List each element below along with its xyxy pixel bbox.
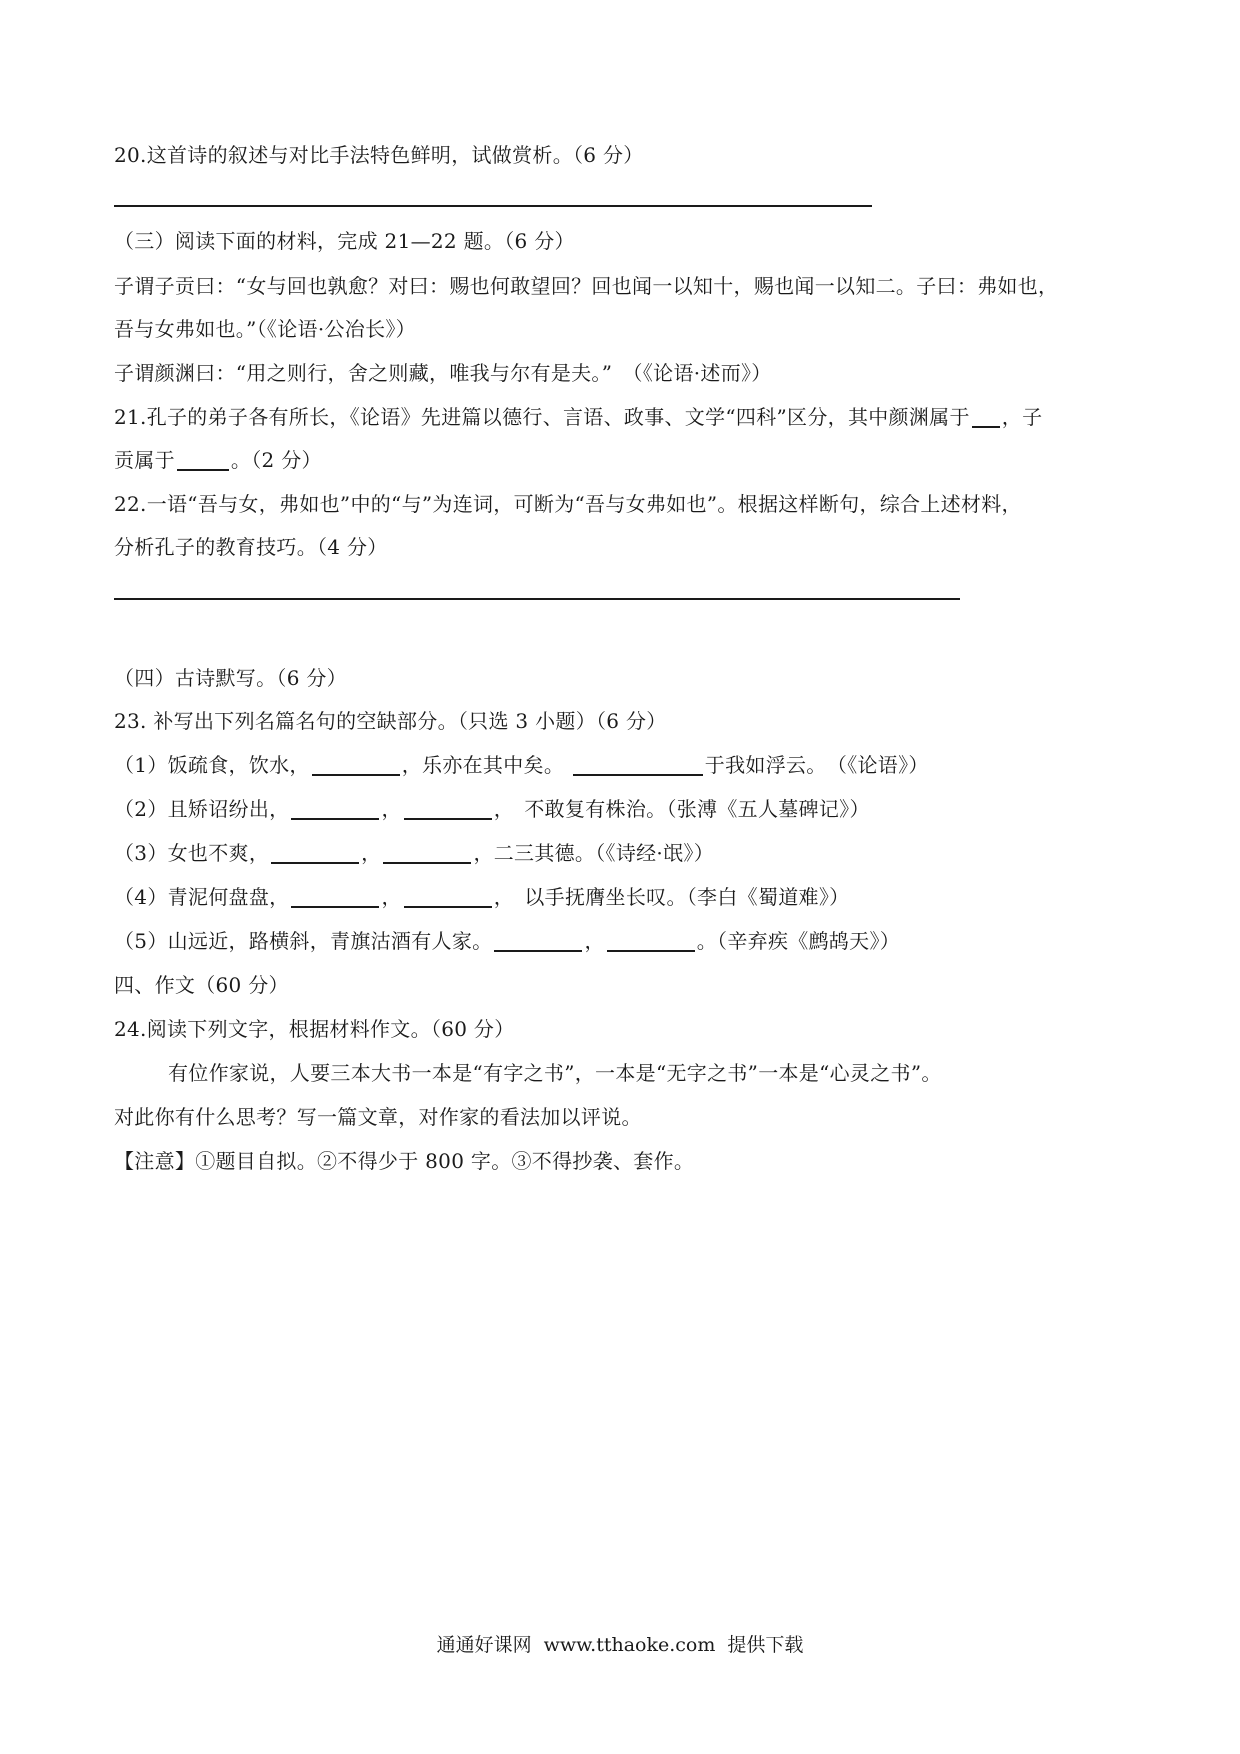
essay-note: 【注意】①题目自拟。②不得少于 800 字。③不得抄袭、套作。 (114, 1149, 695, 1173)
poem-item-2 (114, 796, 870, 822)
poem-item-3 (114, 840, 714, 866)
answer-blank-23-4b[interactable] (404, 886, 492, 908)
poem-item-3-text-b: ， (361, 841, 382, 865)
question-22-line-2: 分析孔子的教育技巧。（4 分） (114, 535, 388, 559)
poem-item-2-text-c: ， 不敢复有株治。（张溥《五人墓碑记》） (493, 797, 870, 821)
poem-item-5-text-b: ， (584, 929, 605, 953)
poem-item-1-text-c: 于我如浮云。 （《论语》） (704, 753, 929, 777)
footer-site-name: 通通好课网 (436, 1634, 532, 1656)
question-21-text-c: 贡属于 (114, 448, 175, 472)
answer-blank-23-2b[interactable] (404, 798, 492, 820)
answer-blank-23-3b[interactable] (383, 842, 471, 864)
question-21-text-b: ，子 (1001, 405, 1043, 429)
question-21-line-2 (114, 447, 322, 473)
answer-blank-23-1a[interactable] (312, 754, 400, 776)
answer-blank-21b[interactable] (177, 449, 229, 471)
question-22-line-1: 22.一语“吾与女，弗如也”中的“与”为连词，可断为“吾与女弗如也”。根据这样断句，综合上述材料， (114, 492, 1022, 516)
answer-line-20 (114, 205, 872, 207)
answer-blank-23-4a[interactable] (291, 886, 379, 908)
poem-item-2-text-b: ， (381, 797, 402, 821)
answer-line-22 (114, 598, 960, 600)
essay-material-line-1: 有位作家说，人要三本大书一本是“有字之书”，一本是“无字之书”一本是“心灵之书”。 (168, 1061, 942, 1085)
poem-item-1-text-b: ，乐亦在其中矣。 (401, 753, 571, 777)
section-3-heading: （三）阅读下面的材料，完成 21—22 题。（6 分） (114, 229, 575, 253)
question-21-text-d: 。（2 分） (230, 448, 322, 472)
question-21-line-1 (114, 404, 1042, 430)
section-4-heading: （四）古诗默写。（6 分） (114, 666, 347, 690)
footer-tagline: 提供下载 (727, 1634, 804, 1656)
question-23: 23. 补写出下列名篇名句的空缺部分。（只选 3 小题）（6 分） (114, 709, 667, 733)
page-footer (0, 1633, 1240, 1657)
passage-2: 子谓颜渊曰：“用之则行，舍之则藏，唯我与尔有是夫。” （《论语·述而》） (114, 361, 772, 385)
answer-blank-23-1b[interactable] (573, 754, 703, 776)
poem-item-5-text-a: （5）山远近，路横斜，青旗沽酒有人家。 (114, 929, 493, 953)
answer-blank-21a[interactable] (972, 406, 1000, 428)
question-21-text-a: 21.孔子的弟子各有所长，《论语》先进篇以德行、言语、政事、文学“四科”区分，其中颜渊属于 (114, 405, 970, 429)
answer-blank-23-5a[interactable] (494, 930, 582, 952)
poem-item-4-text-b: ， (381, 885, 402, 909)
question-20: 20.这首诗的叙述与对比手法特色鲜明，试做赏析。（6 分） (114, 143, 644, 167)
poem-item-2-text-a: （2）且矫诏纷出， (114, 797, 290, 821)
poem-item-5 (114, 928, 900, 954)
poem-item-3-text-a: （3）女也不爽， (114, 841, 270, 865)
poem-item-4 (114, 884, 849, 910)
answer-blank-23-3a[interactable] (271, 842, 359, 864)
poem-item-3-text-c: ，二三其德。（《诗经·氓》） (473, 841, 714, 865)
poem-item-1-text-a: （1）饭疏食，饮水， (114, 753, 310, 777)
footer-url[interactable]: www.tthaoke.com (543, 1634, 716, 1656)
poem-item-1 (114, 752, 929, 778)
answer-blank-23-5b[interactable] (607, 930, 695, 952)
part-4-heading: 四、作文（60 分） (114, 973, 289, 997)
answer-blank-23-2a[interactable] (291, 798, 379, 820)
essay-material-line-2: 对此你有什么思考？写一篇文章，对作家的看法加以评说。 (114, 1105, 642, 1129)
question-24: 24.阅读下列文字，根据材料作文。（60 分） (114, 1017, 515, 1041)
poem-item-4-text-c: ， 以手抚膺坐长叹。（李白《蜀道难》） (493, 885, 850, 909)
poem-item-5-text-c: 。（辛弃疾《鹧鸪天》） (696, 929, 901, 953)
passage-1-line-2: 吾与女弗如也。”（《论语·公冶长》） (114, 317, 416, 341)
poem-item-4-text-a: （4）青泥何盘盘， (114, 885, 290, 909)
passage-1-line-1: 子谓子贡曰：“女与回也孰愈？对曰：赐也何敢望回？回也闻一以知十，赐也闻一以知二。子曰：弗如也， (114, 274, 1059, 298)
